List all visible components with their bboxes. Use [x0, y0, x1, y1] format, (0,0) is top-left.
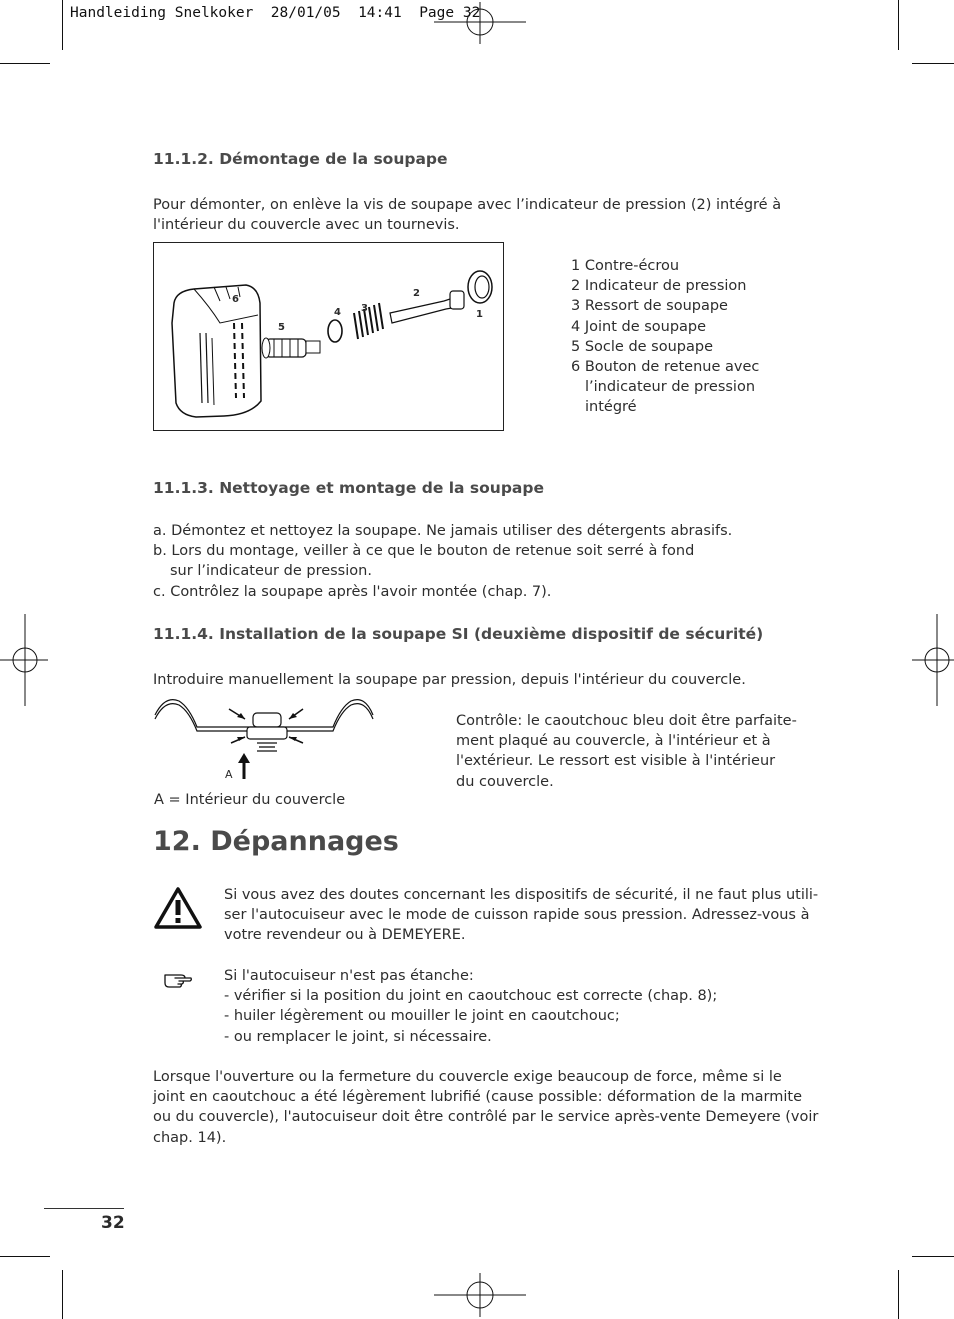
fig-label-1: 1 — [476, 309, 483, 320]
legend-item: l’indicateur de pression — [585, 379, 756, 396]
section-title-1113: 11.1.3. Nettoyage et montage de la soupape — [153, 479, 544, 497]
section-1112-intro: Pour démonter, on enlève la vis de soupape avec l’indicateur de pression (2) intégré à l'intérieur du couvercle avec un tournevis. — [153, 197, 782, 234]
registration-target-bottom — [430, 1270, 530, 1319]
legend-item: 6 Bouton de retenue avec — [571, 359, 760, 376]
legend-item: 1 Contre-écrou — [571, 258, 680, 274]
si-valve-figure — [153, 693, 375, 785]
section-1113-list — [153, 521, 813, 602]
registration-target-right — [904, 610, 954, 710]
fig-label-4: 4 — [334, 307, 341, 318]
legend-item: 3 Ressort de soupape — [571, 298, 728, 315]
section-title-1114: 11.1.4. Installation de la soupape SI (deuxième dispositif de sécurité) — [153, 625, 764, 643]
registration-target-left — [0, 610, 50, 710]
footer-rule — [44, 1208, 124, 1209]
section-1114-intro: Introduire manuellement la soupape par pression, depuis l'intérieur du couvercle. — [153, 672, 746, 688]
list-item: c. Contrôlez la soupape après l'avoir montée (chap. 7). — [153, 583, 552, 600]
warning-triangle-icon — [153, 886, 203, 930]
figure-caption: A = Intérieur du couvercle — [154, 792, 346, 808]
control-note: Contrôle: le caoutchouc bleu doit être parfaite- ment plaqué au couvercle, à l'intérieur et à l'extérieur. Le ressort est visible à l'intérieur du couvercle. — [456, 713, 797, 790]
fig-label-6: 6 — [232, 294, 239, 305]
list-item: a. Démontez et nettoyez la soupape. Ne jamais utiliser des détergents abrasifs. — [153, 523, 733, 539]
closing-paragraph: Lorsque l'ouverture ou la fermeture du couvercle exige beaucoup de force, même si le joint en caoutchouc a été légèrement lubrifié (cause possible: déformation de la marmite ou du couvercle), l'autocuiseur doit être contrôlé par le service après-vente Demeyere (voir chap. 14). — [153, 1069, 819, 1146]
print-slug: Handleiding Snelkoker 28/01/05 14:41 Page 32 — [70, 5, 481, 21]
fig-label-5: 5 — [278, 322, 285, 333]
fig-label-2: 2 — [413, 288, 420, 299]
valve-parts-drawing — [154, 243, 503, 430]
chapter-title: 12. Dépannages — [153, 826, 399, 857]
fig-letter-a: A — [225, 768, 233, 781]
legend-item: 5 Socle de soupape — [571, 338, 714, 355]
fig-label-3: 3 — [361, 303, 368, 314]
page-number: 32 — [101, 1213, 125, 1233]
legend-item: intégré — [585, 399, 637, 416]
pointing-hand-icon — [163, 969, 193, 989]
warning-text: Si vous avez des doutes concernant les dispositifs de sécurité, il ne faut plus utili- ser l'autocuiseur avec le mode de cuisson rapide sous pression. Adressez-vous à votre revendeur ou à DEMEYERE. — [224, 887, 819, 944]
parts-legend — [571, 256, 759, 418]
hint-text: Si l'autocuiseur n'est pas étanche: - vérifier si la position du joint en caoutchouc est correcte (chap. 8); - huiler légèrement ou mouiller le joint en caoutchouc; - ou remplacer le joint, si nécessaire. — [224, 968, 718, 1045]
list-item: sur l’indicateur de pression. — [170, 563, 372, 580]
legend-item: 4 Joint de soupape — [571, 318, 707, 335]
list-item: b. Lors du montage, veiller à ce que le bouton de retenue soit serré à fond — [153, 543, 695, 560]
valve-exploded-figure — [153, 242, 504, 431]
section-title-1112: 11.1.2. Démontage de la soupape — [153, 150, 448, 168]
legend-item: 2 Indicateur de pression — [571, 278, 747, 295]
